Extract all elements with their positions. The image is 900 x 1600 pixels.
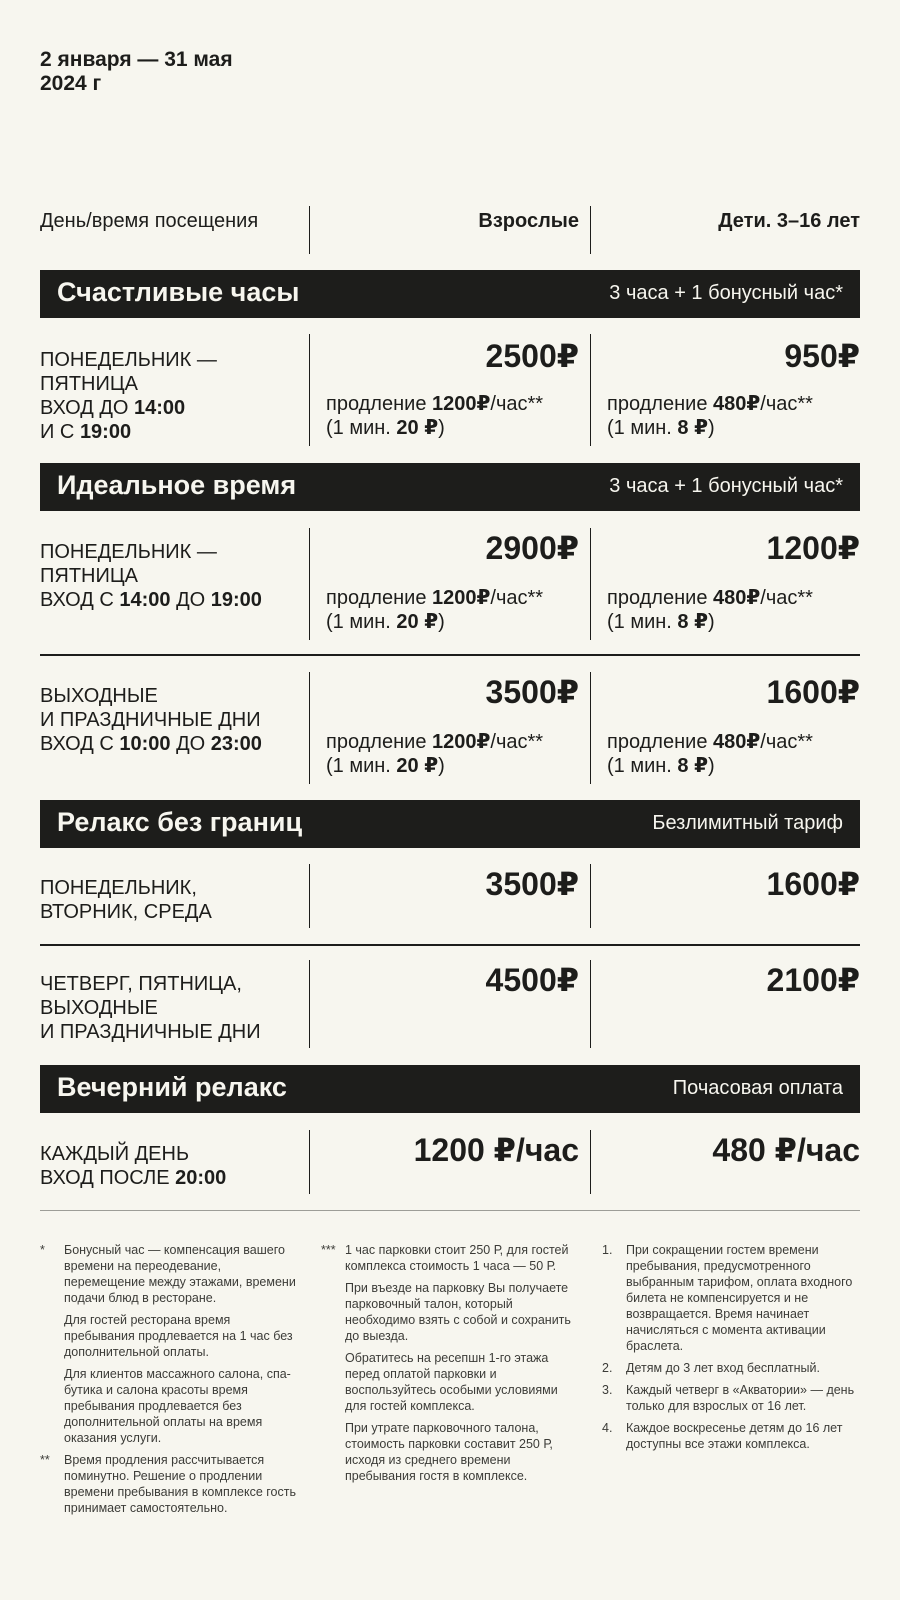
section-title: Вечерний релакс — [57, 1072, 287, 1102]
ext-text: продление — [607, 587, 713, 609]
column-divider — [309, 528, 310, 640]
min-price: 20 ₽ — [396, 755, 439, 777]
price-row-ideal-weekend — [40, 672, 860, 784]
day-text: ВХОД ПОСЛЕ — [40, 1167, 176, 1189]
ext-price: 1200₽ — [432, 731, 491, 753]
day-line — [40, 396, 217, 420]
day-line — [40, 1166, 226, 1190]
kids-extension — [607, 730, 813, 778]
visit-days — [40, 684, 262, 756]
column-divider — [309, 1130, 310, 1194]
column-divider — [590, 334, 591, 446]
footnote-item — [321, 1242, 579, 1484]
min-text: (1 мин. — [326, 611, 397, 633]
section-note: 3 часа + 1 бонусный час* — [609, 282, 843, 304]
ext-text: продление — [607, 731, 713, 753]
ext-text: /час** — [760, 587, 813, 609]
day-time: 14:00 — [119, 589, 171, 611]
kids-price: 1200₽ — [766, 530, 860, 566]
ext-text: продление — [326, 731, 432, 753]
day-text: И С — [40, 421, 80, 443]
adult-extension — [326, 392, 543, 440]
day-text: ДО — [170, 733, 211, 755]
section-note: 3 часа + 1 бонусный час* — [609, 475, 843, 497]
footnote-text: Каждое воскресенье детям до 16 лет доступны все этажи комплекса. — [626, 1421, 843, 1451]
min-price: 20 ₽ — [396, 417, 439, 439]
day-line: ПОНЕДЕЛЬНИК, — [40, 877, 197, 899]
footnote-text: Каждый четверг в «Акватории» — день только для взрослых от 16 лет. — [626, 1383, 855, 1413]
footnotes-column-3 — [602, 1242, 860, 1458]
section-bar-relax-unlimited — [40, 800, 860, 848]
kids-extension — [607, 586, 813, 634]
section-note: Почасовая оплата — [672, 1077, 843, 1099]
min-text: ) — [708, 417, 715, 439]
day-text: ВХОД С — [40, 733, 120, 755]
ext-text: продление — [326, 587, 432, 609]
day-time: 23:00 — [210, 733, 262, 755]
kids-extension — [607, 392, 813, 440]
column-divider — [590, 1130, 591, 1194]
footnote-text: При утрате парковочного талона, стоимость парковки составит 250 Р, исходя из среднего времени пребывания гостя в комплексе. — [345, 1421, 553, 1483]
footnote-item — [602, 1360, 860, 1376]
footnote-text: Детям до 3 лет вход бесплатный. — [626, 1361, 820, 1375]
footnote-text: Бонусный час — компенсация вашего времени на переодевание, перемещение между этажами, времени подачи блюд в ресторане. — [64, 1243, 296, 1305]
visit-days — [40, 876, 212, 924]
price-row-ideal-weekday — [40, 528, 860, 640]
day-text: ВХОД ДО — [40, 397, 135, 419]
day-line: ЧЕТВЕРГ, ПЯТНИЦА, — [40, 973, 242, 995]
kids-price: 950₽ — [784, 338, 860, 374]
adult-price: 4500₽ — [485, 962, 579, 998]
section-title: Релакс без границ — [57, 807, 303, 837]
ext-price: 480₽ — [713, 731, 761, 753]
day-line: ВТОРНИК, СРЕДА — [40, 901, 212, 923]
day-line — [40, 420, 217, 444]
day-line: ВЫХОДНЫЕ — [40, 685, 158, 707]
day-time: 14:00 — [134, 397, 186, 419]
day-line: И ПРАЗДНИЧНЫЕ ДНИ — [40, 1021, 261, 1043]
ext-text: /час** — [760, 393, 813, 415]
day-time: 19:00 — [79, 421, 132, 443]
footnote-item — [40, 1242, 298, 1446]
footnote-text: 1 час парковки стоит 250 Р, для гостей комплекса стоимость 1 часа — 50 Р. — [345, 1243, 569, 1273]
header-visit-time: День/время посещения — [40, 210, 259, 232]
day-time: 20:00 — [175, 1167, 227, 1189]
day-line: ПОНЕДЕЛЬНИК — — [40, 541, 217, 563]
visit-days — [40, 540, 262, 612]
adult-price: 3500₽ — [485, 866, 579, 902]
min-text: ) — [708, 611, 715, 633]
column-divider — [309, 960, 310, 1048]
adult-extension — [326, 730, 543, 778]
footnote-text: При въезде на парковку Вы получаете парковочный талон, который необходимо взять с собой и сохранить до выезда. — [345, 1281, 571, 1343]
min-text: (1 мин. — [326, 755, 397, 777]
header-adults: Взрослые — [478, 210, 579, 232]
price-row-happy-weekday — [40, 334, 860, 446]
footnote-item — [602, 1420, 860, 1452]
section-bar-evening-relax — [40, 1065, 860, 1113]
day-text: ДО — [170, 589, 211, 611]
min-text: ) — [438, 755, 445, 777]
footnote-number: 4. — [602, 1421, 613, 1435]
footnote-mark: *** — [321, 1243, 336, 1257]
footnotes-column-2 — [321, 1242, 579, 1490]
min-text: (1 мин. — [607, 417, 678, 439]
min-price: 8 ₽ — [677, 611, 709, 633]
ext-price: 1200₽ — [432, 587, 491, 609]
column-divider — [309, 864, 310, 928]
day-line — [40, 732, 262, 756]
min-text: (1 мин. — [326, 417, 397, 439]
min-price: 8 ₽ — [677, 417, 709, 439]
day-line: КАЖДЫЙ ДЕНЬ — [40, 1143, 190, 1165]
min-price: 8 ₽ — [677, 755, 709, 777]
column-divider — [590, 206, 591, 254]
section-bar-ideal-time — [40, 463, 860, 511]
day-line: ВЫХОДНЫЕ — [40, 997, 158, 1019]
section-bar-happy-hours — [40, 270, 860, 318]
ext-price: 1200₽ — [432, 393, 491, 415]
day-line: ПОНЕДЕЛЬНИК — — [40, 349, 217, 371]
day-line: И ПРАЗДНИЧНЫЕ ДНИ — [40, 709, 261, 731]
day-line: ПЯТНИЦА — [40, 565, 138, 587]
kids-price: 480 ₽/час — [712, 1132, 860, 1168]
footnote-number: 1. — [602, 1243, 613, 1257]
table-header — [40, 206, 860, 254]
footnote-mark: * — [40, 1243, 45, 1257]
kids-price: 1600₽ — [766, 674, 860, 710]
price-row-evening-every-day — [40, 1130, 860, 1194]
footnote-divider — [40, 1210, 860, 1211]
min-text: ) — [438, 611, 445, 633]
ext-text: /час** — [490, 587, 544, 609]
adult-extension — [326, 586, 543, 634]
price-row-relax-mon-wed — [40, 864, 860, 928]
ext-text: /час** — [490, 393, 544, 415]
day-line: ПЯТНИЦА — [40, 373, 138, 395]
footnote-mark: ** — [40, 1453, 50, 1467]
footnote-item — [602, 1382, 860, 1414]
visit-days — [40, 348, 217, 444]
footnote-text: Для клиентов массажного салона, спа-бутика и салона красоты время пребывания продлевается без дополнительной оплаты на время оказания услуги. — [64, 1367, 291, 1445]
day-text: ВХОД С — [40, 589, 120, 611]
ext-text: продление — [326, 393, 432, 415]
price-row-relax-thu-weekend — [40, 960, 860, 1048]
column-divider — [590, 960, 591, 1048]
section-note: Безлимитный тариф — [652, 812, 843, 834]
ext-price: 480₽ — [713, 393, 761, 415]
day-time: 19:00 — [210, 589, 262, 611]
day-time: 10:00 — [119, 733, 171, 755]
ext-text: /час** — [490, 731, 544, 753]
kids-price: 2100₽ — [766, 962, 860, 998]
date-range: 2 января — 31 мая 2024 г — [40, 48, 233, 95]
footnote-text: При сокращении гостем времени пребывания, предусмотренного выбранным тарифом, оплата входного билета не компенсируется и не возвращается. Время начинает начисляться с момента активации браслета. — [626, 1243, 853, 1353]
visit-days — [40, 1142, 226, 1190]
column-divider — [590, 864, 591, 928]
footnote-text: Для гостей ресторана время пребывания продлевается на 1 час без дополнительной оплаты. — [64, 1313, 293, 1359]
footnote-number: 3. — [602, 1383, 613, 1397]
footnotes-column-1 — [40, 1242, 298, 1522]
ext-price: 480₽ — [713, 587, 761, 609]
column-divider — [309, 206, 310, 254]
adult-price: 1200 ₽/час — [413, 1132, 579, 1168]
min-text: (1 мин. — [607, 755, 678, 777]
day-line — [40, 588, 262, 612]
adult-price: 2900₽ — [485, 530, 579, 566]
visit-days — [40, 972, 261, 1044]
header-kids: Дети. 3–16 лет — [718, 210, 860, 232]
column-divider — [590, 528, 591, 640]
section-title: Идеальное время — [57, 470, 297, 500]
min-text: ) — [708, 755, 715, 777]
min-text: ) — [438, 417, 445, 439]
column-divider — [590, 672, 591, 784]
section-title: Счастливые часы — [57, 277, 300, 307]
adult-price: 2500₽ — [485, 338, 579, 374]
column-divider — [309, 334, 310, 446]
footnote-text: Обратитесь на ресепшн 1-го этажа перед оплатой парковки и воспользуйтесь особыми условиями для гостей комплекса. — [345, 1351, 558, 1413]
adult-price: 3500₽ — [485, 674, 579, 710]
min-price: 20 ₽ — [396, 611, 439, 633]
kids-price: 1600₽ — [766, 866, 860, 902]
footnote-item — [40, 1452, 298, 1516]
footnote-item — [602, 1242, 860, 1354]
ext-text: /час** — [760, 731, 813, 753]
footnote-text: Время продления рассчитывается поминутно. Решение о продлении времени пребывания в комплексе гость принимает самостоятельно. — [64, 1453, 296, 1515]
footnote-number: 2. — [602, 1361, 613, 1375]
row-divider — [40, 654, 860, 656]
row-divider — [40, 944, 860, 946]
ext-text: продление — [607, 393, 713, 415]
column-divider — [309, 672, 310, 784]
min-text: (1 мин. — [607, 611, 678, 633]
